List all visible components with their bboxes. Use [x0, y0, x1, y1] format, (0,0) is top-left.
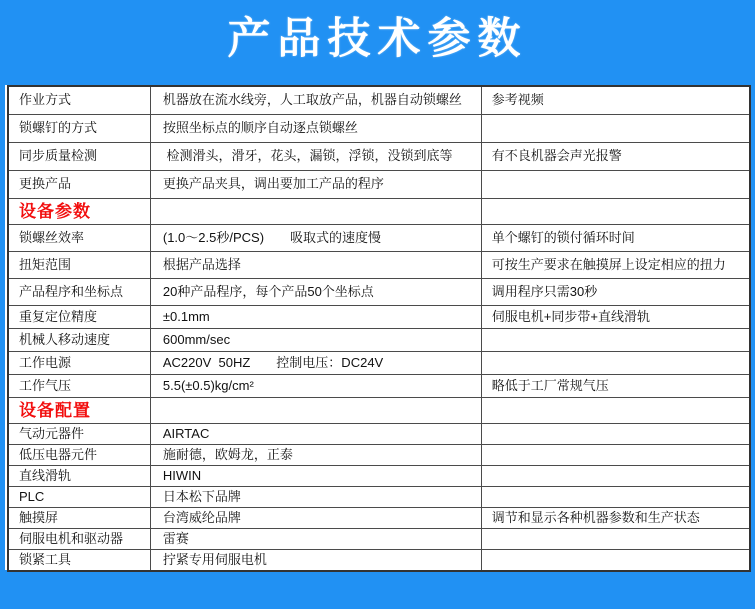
param-note — [481, 352, 750, 375]
spec-table — [7, 85, 751, 572]
table-row — [8, 143, 750, 171]
param-note: 略低于工厂常规气压 — [481, 375, 750, 398]
param-label: 锁紧工具 — [8, 550, 150, 572]
param-value: 机器放在流水线旁，人工取放产品，机器自动锁螺丝 — [150, 86, 481, 115]
param-label: 气动元器件 — [8, 424, 150, 445]
param-label: 工作气压 — [8, 375, 150, 398]
param-label: 更换产品 — [8, 171, 150, 199]
table-row — [8, 466, 750, 487]
section-title: 设备参数 — [8, 199, 150, 225]
param-value: 5.5(±0.5)kg/cm² — [150, 375, 481, 398]
table-row — [8, 306, 750, 329]
param-value: AIRTAC — [150, 424, 481, 445]
param-value: HIWIN — [150, 466, 481, 487]
param-note: 调用程序只需30秒 — [481, 279, 750, 306]
param-note: 调节和显示各种机器参数和生产状态 — [481, 508, 750, 529]
param-value: 按照坐标点的顺序自动逐点锁螺丝 — [150, 115, 481, 143]
param-value: 更换产品夹具，调出要加工产品的程序 — [150, 171, 481, 199]
param-label: 机械人移动速度 — [8, 329, 150, 352]
table-row — [8, 424, 750, 445]
param-note: 单个螺钉的锁付循环时间 — [481, 225, 750, 252]
param-value — [150, 199, 481, 225]
param-label: 锁螺钉的方式 — [8, 115, 150, 143]
param-value: 日本松下品牌 — [150, 487, 481, 508]
param-label: 产品程序和坐标点 — [8, 279, 150, 306]
param-note: 有不良机器会声光报警 — [481, 143, 750, 171]
param-note — [481, 487, 750, 508]
param-note — [481, 199, 750, 225]
param-note: 伺服电机+同步带+直线滑轨 — [481, 306, 750, 329]
param-value: 台湾威纶品牌 — [150, 508, 481, 529]
param-note: 参考视频 — [481, 86, 750, 115]
spec-panel — [5, 85, 750, 570]
param-value: AC220V 50HZ 控制电压：DC24V — [150, 352, 481, 375]
param-note — [481, 424, 750, 445]
param-label: 扭矩范围 — [8, 252, 150, 279]
table-row — [8, 487, 750, 508]
param-note — [481, 398, 750, 424]
table-row — [8, 279, 750, 306]
param-note: 可按生产要求在触摸屏上设定相应的扭力 — [481, 252, 750, 279]
table-row — [8, 529, 750, 550]
param-label: 同步质量检测 — [8, 143, 150, 171]
param-value: 拧紧专用伺服电机 — [150, 550, 481, 572]
param-value: 检测滑头，滑牙，花头，漏锁，浮锁，没锁到底等 — [150, 143, 481, 171]
page-title: 产品技术参数 — [227, 15, 528, 63]
param-label: 工作电源 — [8, 352, 150, 375]
param-label: 锁螺丝效率 — [8, 225, 150, 252]
param-value: ±0.1mm — [150, 306, 481, 329]
table-row — [8, 352, 750, 375]
table-row — [8, 252, 750, 279]
param-value: 施耐德，欧姆龙，正泰 — [150, 445, 481, 466]
section-header-row — [8, 199, 750, 225]
param-label: 触摸屏 — [8, 508, 150, 529]
table-row — [8, 86, 750, 115]
param-note — [481, 550, 750, 572]
section-title: 设备配置 — [8, 398, 150, 424]
table-row — [8, 445, 750, 466]
param-note — [481, 329, 750, 352]
title-banner — [0, 0, 755, 85]
param-note — [481, 115, 750, 143]
param-value: 20种产品程序，每个产品50个坐标点 — [150, 279, 481, 306]
param-label: PLC — [8, 487, 150, 508]
table-row — [8, 329, 750, 352]
param-value: 600mm/sec — [150, 329, 481, 352]
param-label: 重复定位精度 — [8, 306, 150, 329]
param-value: 雷赛 — [150, 529, 481, 550]
param-label: 伺服电机和驱动器 — [8, 529, 150, 550]
table-row — [8, 115, 750, 143]
table-row — [8, 171, 750, 199]
table-row — [8, 225, 750, 252]
param-value: 根据产品选择 — [150, 252, 481, 279]
param-note — [481, 445, 750, 466]
table-row — [8, 508, 750, 529]
param-label: 直线滑轨 — [8, 466, 150, 487]
param-note — [481, 171, 750, 199]
param-label: 低压电器元件 — [8, 445, 150, 466]
param-note — [481, 466, 750, 487]
param-note — [481, 529, 750, 550]
param-value: (1.0～2.5秒/PCS) 吸取式的速度慢 — [150, 225, 481, 252]
section-header-row — [8, 398, 750, 424]
table-row — [8, 550, 750, 572]
param-value — [150, 398, 481, 424]
param-label: 作业方式 — [8, 86, 150, 115]
table-row — [8, 375, 750, 398]
